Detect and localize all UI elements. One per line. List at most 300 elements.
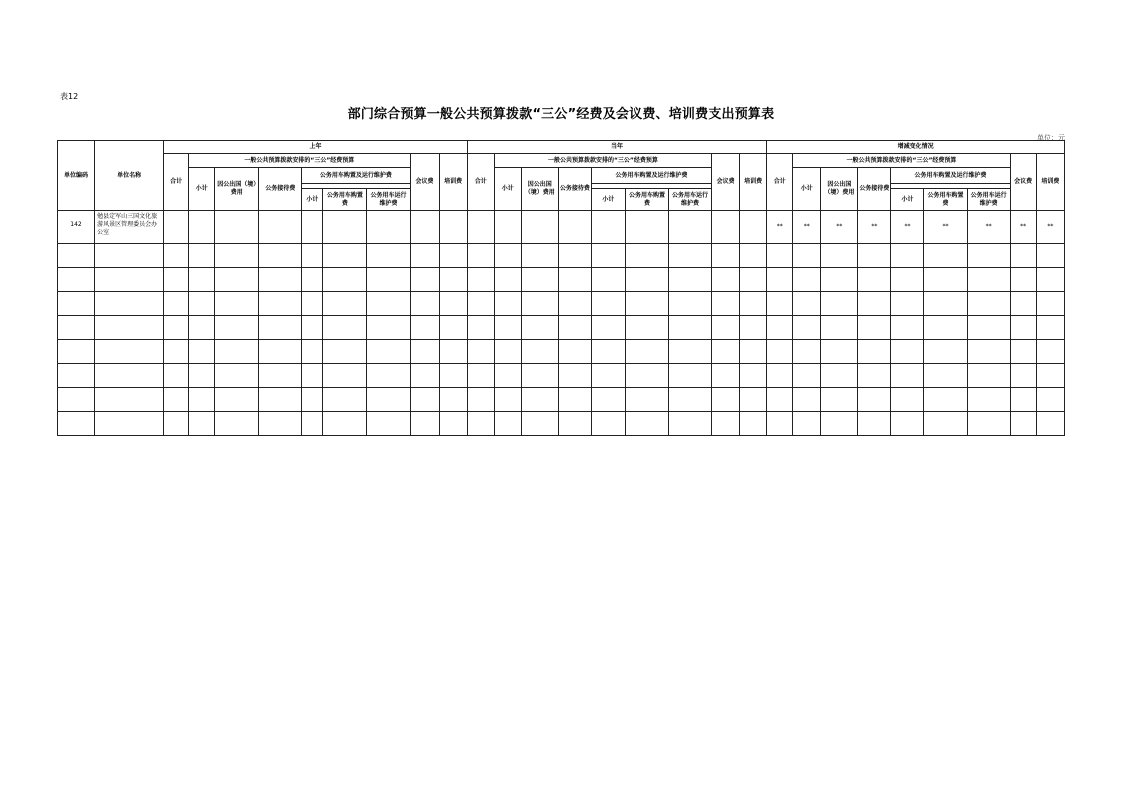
cell-value [891,412,924,436]
cell-value [367,364,410,388]
cell-value [591,412,625,436]
cell-value [259,316,302,340]
header-group-current-year: 当年 [467,141,767,154]
cell-value [521,412,558,436]
cell-value [189,388,215,412]
cell-value [924,388,967,412]
cell-value: ** [967,211,1010,244]
cell-value [712,268,740,292]
header-training-prev: 培训费 [439,154,467,211]
cell-value [1010,340,1036,364]
cell-code [58,388,95,412]
cell-value [302,388,323,412]
cell-value [323,244,367,268]
cell-value [858,244,891,268]
header-meeting-prev: 会议费 [410,154,439,211]
header-name: 单位名称 [95,141,164,211]
cell-value [558,268,591,292]
cell-value [164,316,189,340]
cell-value [821,412,858,436]
cell-value [591,211,625,244]
cell-value [164,412,189,436]
cell-value [740,364,767,388]
header-meeting-curr: 会议费 [712,154,740,211]
cell-value [625,340,668,364]
cell-value [259,268,302,292]
header-row-items [58,168,1065,184]
cell-value [302,340,323,364]
cell-value [302,244,323,268]
cell-value: ** [924,211,967,244]
cell-value [967,340,1010,364]
cell-value [793,316,821,340]
cell-value [821,244,858,268]
page-title: 部门综合预算一般公共预算拨款“三公”经费及会议费、培训费支出预算表 [347,107,775,122]
header-vehicle-purchase-curr: 公务用车购置费 [625,189,668,211]
cell-value [625,388,668,412]
cell-value [558,211,591,244]
cell-name [95,292,164,316]
cell-value [924,316,967,340]
cell-value [891,388,924,412]
cell-value [521,316,558,340]
cell-value [189,340,215,364]
cell-value [669,268,712,292]
cell-name: 勉县定军山三国文化旅游风景区管理委员会办公室 [95,211,164,244]
cell-value [367,388,410,412]
cell-value [494,364,521,388]
table-row [58,316,1065,340]
cell-value [967,364,1010,388]
cell-value [740,316,767,340]
cell-value [410,211,439,244]
cell-value [821,268,858,292]
cell-value [189,412,215,436]
cell-code [58,244,95,268]
header-vehicle-maintenance-curr: 公务用车运行维护费 [669,189,712,211]
cell-value: ** [793,211,821,244]
cell-value [189,316,215,340]
header-group-prev-year: 上年 [164,141,468,154]
cell-value [410,292,439,316]
cell-value [494,244,521,268]
cell-value [924,244,967,268]
cell-value [625,364,668,388]
cell-value [740,388,767,412]
cell-value [439,292,467,316]
cell-value [215,211,259,244]
cell-value [891,316,924,340]
header-vehicle-purchase-prev: 公务用车购置费 [323,189,367,211]
cell-value [189,211,215,244]
cell-value [669,244,712,268]
header-vehicle-maintenance-chg: 公务用车运行维护费 [967,189,1010,211]
cell-value [302,316,323,340]
cell-value [467,340,494,364]
cell-value [410,412,439,436]
cell-value [410,340,439,364]
cell-value [967,268,1010,292]
cell-code [58,292,95,316]
header-row-groups [58,141,1065,154]
cell-value [558,364,591,388]
cell-value [740,412,767,436]
cell-value [494,340,521,364]
cell-value [467,211,494,244]
cell-value [858,292,891,316]
cell-name [95,412,164,436]
cell-code [58,412,95,436]
cell-value [858,340,891,364]
cell-value [767,292,793,316]
cell-value [410,388,439,412]
header-three-public-chg: 一般公共预算拨款安排的“三公”经费预算 [793,154,1010,168]
cell-value [591,364,625,388]
header-vehicle-subtotal-prev: 小计 [302,189,323,211]
cell-value [712,388,740,412]
cell-value [591,292,625,316]
cell-value [591,316,625,340]
cell-value [625,292,668,316]
cell-value [164,211,189,244]
cell-value [259,412,302,436]
cell-value [164,292,189,316]
cell-value [164,268,189,292]
cell-value [367,412,410,436]
cell-value [164,388,189,412]
cell-value [625,244,668,268]
cell-value [712,412,740,436]
cell-value [821,340,858,364]
cell-value: ** [1010,211,1036,244]
table-row [58,292,1065,316]
header-reception-chg: 公务接待费 [858,168,891,211]
cell-value [302,268,323,292]
cell-value [367,244,410,268]
cell-value [164,340,189,364]
cell-name [95,268,164,292]
header-vehicle-maintenance-prev: 公务用车运行维护费 [367,189,410,211]
cell-value [891,268,924,292]
cell-value [215,340,259,364]
cell-value [625,316,668,340]
cell-value [625,412,668,436]
header-three-public-curr: 一般公共预算拨款安排的“三公”经费预算 [494,154,711,168]
cell-value [259,244,302,268]
cell-value [494,388,521,412]
cell-value [302,292,323,316]
cell-name [95,244,164,268]
cell-value [521,292,558,316]
cell-value [669,388,712,412]
cell-value [1010,268,1036,292]
cell-name [95,388,164,412]
cell-value [740,292,767,316]
cell-value [740,211,767,244]
cell-value [467,364,494,388]
header-subtotal-prev: 小计 [189,168,215,211]
cell-value [767,364,793,388]
cell-value [259,388,302,412]
cell-value [793,292,821,316]
header-total-chg: 合计 [767,154,793,211]
header-subtotal-curr: 小计 [494,168,521,211]
header-total-curr: 合计 [467,154,494,211]
cell-value [793,364,821,388]
header-vehicle-subtotal-chg: 小计 [891,189,924,211]
table-row [58,244,1065,268]
cell-value [1010,244,1036,268]
header-total-prev: 合计 [164,154,189,211]
cell-value [793,412,821,436]
header-vehicle-purchase-chg: 公务用车购置费 [924,189,967,211]
cell-value [591,388,625,412]
header-vehicle-group-prev: 公务用车购置及运行维护费 [302,168,410,184]
cell-value [1036,268,1064,292]
cell-value [669,316,712,340]
header-subtotal-chg: 小计 [793,168,821,211]
cell-value: ** [821,211,858,244]
cell-value [558,340,591,364]
cell-value [467,412,494,436]
cell-value [323,388,367,412]
header-row-subgroups [58,154,1065,168]
cell-value [1010,388,1036,412]
cell-code [58,340,95,364]
table-row [58,388,1065,412]
cell-value [793,388,821,412]
cell-value: ** [767,211,793,244]
cell-value [767,268,793,292]
table-row [58,268,1065,292]
cell-value [858,364,891,388]
header-vehicle-group-curr: 公务用车购置及运行维护费 [591,168,711,184]
header-group-change: 增减变化情况 [767,141,1065,154]
cell-value [740,244,767,268]
cell-value [858,388,891,412]
cell-name [95,316,164,340]
cell-value [439,364,467,388]
cell-value [924,292,967,316]
cell-value [712,211,740,244]
cell-value [669,292,712,316]
cell-value [439,388,467,412]
cell-value [858,268,891,292]
cell-value [323,268,367,292]
cell-name [95,364,164,388]
cell-value [302,364,323,388]
cell-value [1036,316,1064,340]
cell-value [669,412,712,436]
cell-value [1036,388,1064,412]
cell-value [494,316,521,340]
cell-code [58,316,95,340]
cell-value [558,292,591,316]
header-abroad-curr: 因公出国（境）费用 [521,168,558,211]
cell-value [215,244,259,268]
cell-value [439,412,467,436]
cell-value [215,388,259,412]
cell-value [967,412,1010,436]
cell-value [821,388,858,412]
header-abroad-prev: 因公出国（境）费用 [215,168,259,211]
cell-value [891,364,924,388]
cell-value [189,268,215,292]
cell-value [323,211,367,244]
cell-value [1036,244,1064,268]
cell-value [323,316,367,340]
cell-value [189,292,215,316]
cell-value [821,292,858,316]
cell-value [858,412,891,436]
cell-value [858,316,891,340]
cell-value [215,412,259,436]
cell-value [410,268,439,292]
cell-value [439,244,467,268]
cell-value [521,340,558,364]
unit-label: 单位：元 [1037,134,1065,142]
table-number: 表12 [60,92,79,101]
cell-value [189,244,215,268]
cell-value [924,340,967,364]
table-row [58,211,1065,244]
cell-value [924,412,967,436]
cell-value [410,316,439,340]
cell-value [591,268,625,292]
cell-value [712,244,740,268]
table-row [58,364,1065,388]
header-three-public-prev: 一般公共预算拨款安排的“三公”经费预算 [189,154,410,168]
cell-value [259,340,302,364]
header-vehicle-subtotal-curr: 小计 [591,189,625,211]
cell-value [215,268,259,292]
cell-value [558,388,591,412]
header-training-curr: 培训费 [740,154,767,211]
cell-value [467,244,494,268]
cell-value [712,316,740,340]
cell-value [1036,340,1064,364]
cell-value [521,244,558,268]
cell-value [467,388,494,412]
cell-value [891,340,924,364]
cell-value [924,268,967,292]
cell-value [1010,412,1036,436]
cell-value [767,340,793,364]
cell-value [1036,292,1064,316]
cell-value [521,364,558,388]
cell-value [767,244,793,268]
cell-value [367,292,410,316]
cell-value [740,268,767,292]
cell-value [521,388,558,412]
cell-value [767,388,793,412]
cell-value [521,211,558,244]
cell-value [821,316,858,340]
cell-value [367,316,410,340]
cell-value [367,211,410,244]
budget-table [57,140,1065,436]
cell-value [215,364,259,388]
cell-code: 142 [58,211,95,244]
cell-value [967,292,1010,316]
cell-value [494,268,521,292]
cell-value [494,292,521,316]
cell-value [891,292,924,316]
cell-value [558,244,591,268]
cell-value [323,364,367,388]
cell-value [215,292,259,316]
header-reception-curr: 公务接待费 [558,168,591,211]
cell-value [625,268,668,292]
cell-value [259,211,302,244]
cell-value [669,364,712,388]
header-abroad-chg: 因公出国（境）费用 [821,168,858,211]
cell-value [410,244,439,268]
cell-name [95,340,164,364]
cell-value: ** [891,211,924,244]
cell-value [967,388,1010,412]
cell-value [891,244,924,268]
cell-value [439,340,467,364]
cell-value [323,292,367,316]
cell-value [712,364,740,388]
cell-value [1010,364,1036,388]
cell-value [189,364,215,388]
cell-value [439,211,467,244]
header-code: 单位编码 [58,141,95,211]
cell-value [669,340,712,364]
cell-value [793,244,821,268]
cell-value [302,412,323,436]
cell-value [821,364,858,388]
cell-value [712,340,740,364]
cell-code [58,268,95,292]
cell-value [367,340,410,364]
cell-code [58,364,95,388]
cell-value [323,412,367,436]
cell-value [740,340,767,364]
cell-value [439,316,467,340]
cell-value: ** [858,211,891,244]
cell-value [494,211,521,244]
header-meeting-chg: 会议费 [1010,154,1036,211]
cell-value [215,316,259,340]
cell-value [767,412,793,436]
cell-value [1036,364,1064,388]
cell-value [467,316,494,340]
table-row [58,340,1065,364]
cell-value [259,292,302,316]
cell-value [164,244,189,268]
cell-value [558,412,591,436]
cell-value [1010,316,1036,340]
cell-value [669,211,712,244]
cell-value [323,340,367,364]
cell-value [793,268,821,292]
cell-value [164,364,189,388]
cell-value [967,316,1010,340]
table-row [58,412,1065,436]
cell-value [367,268,410,292]
cell-value [439,268,467,292]
header-reception-prev: 公务接待费 [259,168,302,211]
cell-value [467,268,494,292]
cell-value [967,244,1010,268]
cell-value [767,316,793,340]
cell-value [924,364,967,388]
cell-value [1036,412,1064,436]
header-vehicle-group-chg: 公务用车购置及运行维护费 [891,168,1010,184]
